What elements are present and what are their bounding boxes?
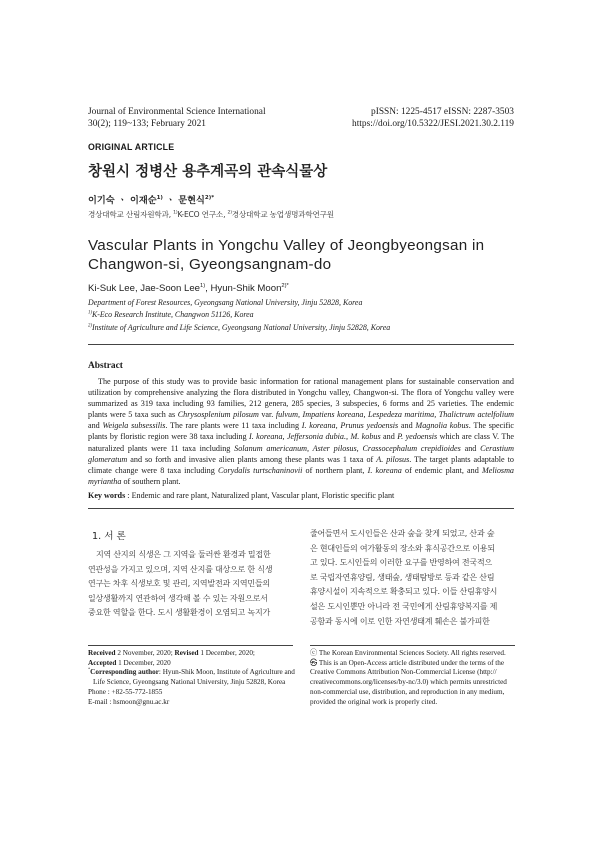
english-affiliations <box>88 297 390 334</box>
footnote-divider <box>310 645 515 646</box>
korean-author-3: 문현식 <box>178 195 205 206</box>
english-title-line-1: Vascular Plants in Yongchu Valley of Jeongbyeongsan in <box>88 237 485 254</box>
doi-link[interactable]: https://doi.org/10.5322/JESI.2021.30.2.119 <box>352 119 514 129</box>
english-title-line-2: Changwon-si, Gyeongsangnam-do <box>88 256 332 273</box>
author-sup: 2)* <box>281 282 289 289</box>
text-line: 연관성을 가지고 있으며, 지역 산지를 대상으로 한 식생 <box>88 564 273 574</box>
affil-sup: 1) <box>173 210 178 216</box>
keywords <box>88 491 394 500</box>
volume-info: 30(2); 119~133; February 2021 <box>88 119 206 129</box>
text-line: 일상생활까지 연관하여 생각해 볼 수 있는 자원으로서 <box>88 593 268 603</box>
license-info: ⓒ The Korean Environmental Sciences Society. All rights reserved. ㉿ This is an Open-Access article distributed under the terms of the Creative Commons Attribution Non-Commercial License (http:// creativecommons.org/licenses/by-nc/3.0) which permits unrestricted non-commercial use, distribution, and reproduction in any medium, provided the original work is properly cited. <box>310 649 518 707</box>
phone: Phone : +82-55-772-1855 <box>88 687 163 696</box>
abstract-text: The purpose of this study was to provide basic information for rational management plans for sustainable conservation and utilization by comprehensive analyzing the flora distributed in Yongchu valley, Changwon-si. The flora of Yongchu valley were summarized as 319 taxa including 93 families, 212 genera, 285 species, 3 subspecies, 6 forms and 25 varieties. The endemic plants were 5 taxa such as Chrysosplenium pilosum var. fulvum, Impatiens koreana, Lespedeza maritima, Thalictrum actelfolium and Weigela subsessilis. The rare plants were 11 taxa including I. koreana, Prunus yedoensis and Magnolia kobus. The specific plants by floristic region were 38 taxa including I. koreana, Jeffersonia dubia., M. kobus and P. yedoensis which are class V. The naturalized plants were 11 taxa including Solanum americanum, Aster pilosus, Crassocephalum crepidioides and Cerastium glomeratum and so forth and invasive alien plants among these plants was 1 taxa of A. pilosus. The target plants adaptable to climate change were 8 taxa including Corydalis turtschaninovii of northern plant, I. koreana of endemic plant, and Meliosma myriantha of southern plant. <box>88 377 515 486</box>
email[interactable]: E-mail : hsmoon@gnu.ac.kr <box>88 697 170 706</box>
intro-left-column <box>88 548 290 621</box>
english-affil-1: Department of Forest Resources, Gyeongsang National University, Jinju 52828, Korea <box>88 298 363 307</box>
text-line: 설은 도시인뿐만 아니라 전 국민에게 산림휴양복지를 제 <box>310 601 498 611</box>
english-author-3: Hyun-Shik Moon <box>210 283 282 294</box>
english-affil-3: $^{2)}$Institute of Agriculture and Life Science, Gyeongsang National University, Jinju 52828, Korea <box>88 322 391 332</box>
korean-title: 창원시 정병산 용추계곡의 관속식물상 <box>88 164 328 180</box>
korean-affil-1: 경상대학교 산림자원학과 <box>88 210 169 219</box>
korean-author-1: 이기숙 <box>88 195 115 206</box>
text-line: 줄어들면서 도시인들은 산과 숲을 찾게 되었고, 산과 숲 <box>310 529 495 538</box>
text-line: 고 있다. 도시인들의 이러한 요구를 반영하여 전국적으 <box>310 558 493 568</box>
text-line: 은 현대인들의 여가활동의 장소와 휴식공간으로 이용되 <box>310 543 495 553</box>
korean-affil-2: K-ECO 연구소 <box>177 210 224 219</box>
corresponding-label: Corresponding author <box>90 668 159 677</box>
author-separator: ㆍ <box>117 195 127 206</box>
article-type: ORIGINAL ARTICLE <box>88 142 175 152</box>
intro-heading: 1. 서 론 <box>92 531 126 542</box>
text-line: 휴양시설이 지속적으로 확충되고 있다. 이들 산림휴양시 <box>310 587 498 597</box>
korean-authors <box>88 192 214 206</box>
english-title <box>88 236 484 274</box>
author-sup: 1) <box>200 282 206 289</box>
text-line: 지역 산지의 식생은 그 지역을 둘러싼 환경과 밀접한 <box>96 550 271 559</box>
author-separator: ㆍ <box>166 195 176 206</box>
affil-sup: 2) <box>227 210 232 216</box>
footnote-divider <box>88 645 293 646</box>
divider <box>88 344 514 345</box>
text-line: 로 국립자연휴양림, 생태숲, 생태탐방로 등과 같은 산림 <box>310 572 495 582</box>
korean-affiliations: 경상대학교 산림자원학과, $^{1)}$K-ECO 연구소, $^{2)}$경상대학교 농업생명과학연구원 <box>88 210 334 219</box>
abstract-heading: Abstract <box>88 361 123 371</box>
copyright: ⓒ The Korean Environmental Sciences Society. All rights reserved. <box>310 649 506 657</box>
korean-author-2: 이재순 <box>129 195 157 206</box>
text-line: 공함과 동시에 이로 인한 자연생태계 훼손은 불가피한 <box>310 616 490 626</box>
english-author-1: Ki-Suk Lee <box>88 283 135 294</box>
intro-right-column <box>310 527 515 629</box>
author-sup: 1) <box>156 194 163 201</box>
author-sup: 2)* <box>204 194 215 201</box>
english-affil-2: $^{1)}$K-Eco Research Institute, Changwon 51126, Korea <box>88 310 254 320</box>
text-line: 중요한 역할을 한다. 도시 생활환경이 오염되고 녹지가 <box>88 608 271 618</box>
english-authors: Ki-Suk Lee, Jae-Soon Lee$^{1)}$, Hyun-Shik Moon$^{2)*}$ <box>88 282 289 294</box>
journal-name: Journal of Environmental Science International <box>88 107 266 117</box>
divider <box>88 508 514 509</box>
issn: pISSN: 1225-4517 eISSN: 2287-3503 <box>371 107 514 117</box>
keywords-text: : Endemic and rare plant, Naturalized plant, Vascular plant, Floristic specific plant <box>125 491 395 500</box>
english-author-2: Jae-Soon Lee <box>140 283 201 294</box>
text-line: 연구는 차후 식생보호 및 관리, 지역발전과 지역민들의 <box>88 579 271 589</box>
article-history: Received 2 November, 2020; Revised 1 December, 2020; Accepted 1 December, 2020 *Corresponding author: Hyun-Shik Moon, Institute of Agriculture and Life Science, Gyeongsang National University, Jinju 52828, Korea Phone : +82-55-772-1855 E-mail : hsmoon@gnu.ac.kr <box>88 649 298 707</box>
korean-affil-3: 경상대학교 농업생명과학연구원 <box>231 210 334 219</box>
keywords-label: Key words <box>88 491 126 500</box>
